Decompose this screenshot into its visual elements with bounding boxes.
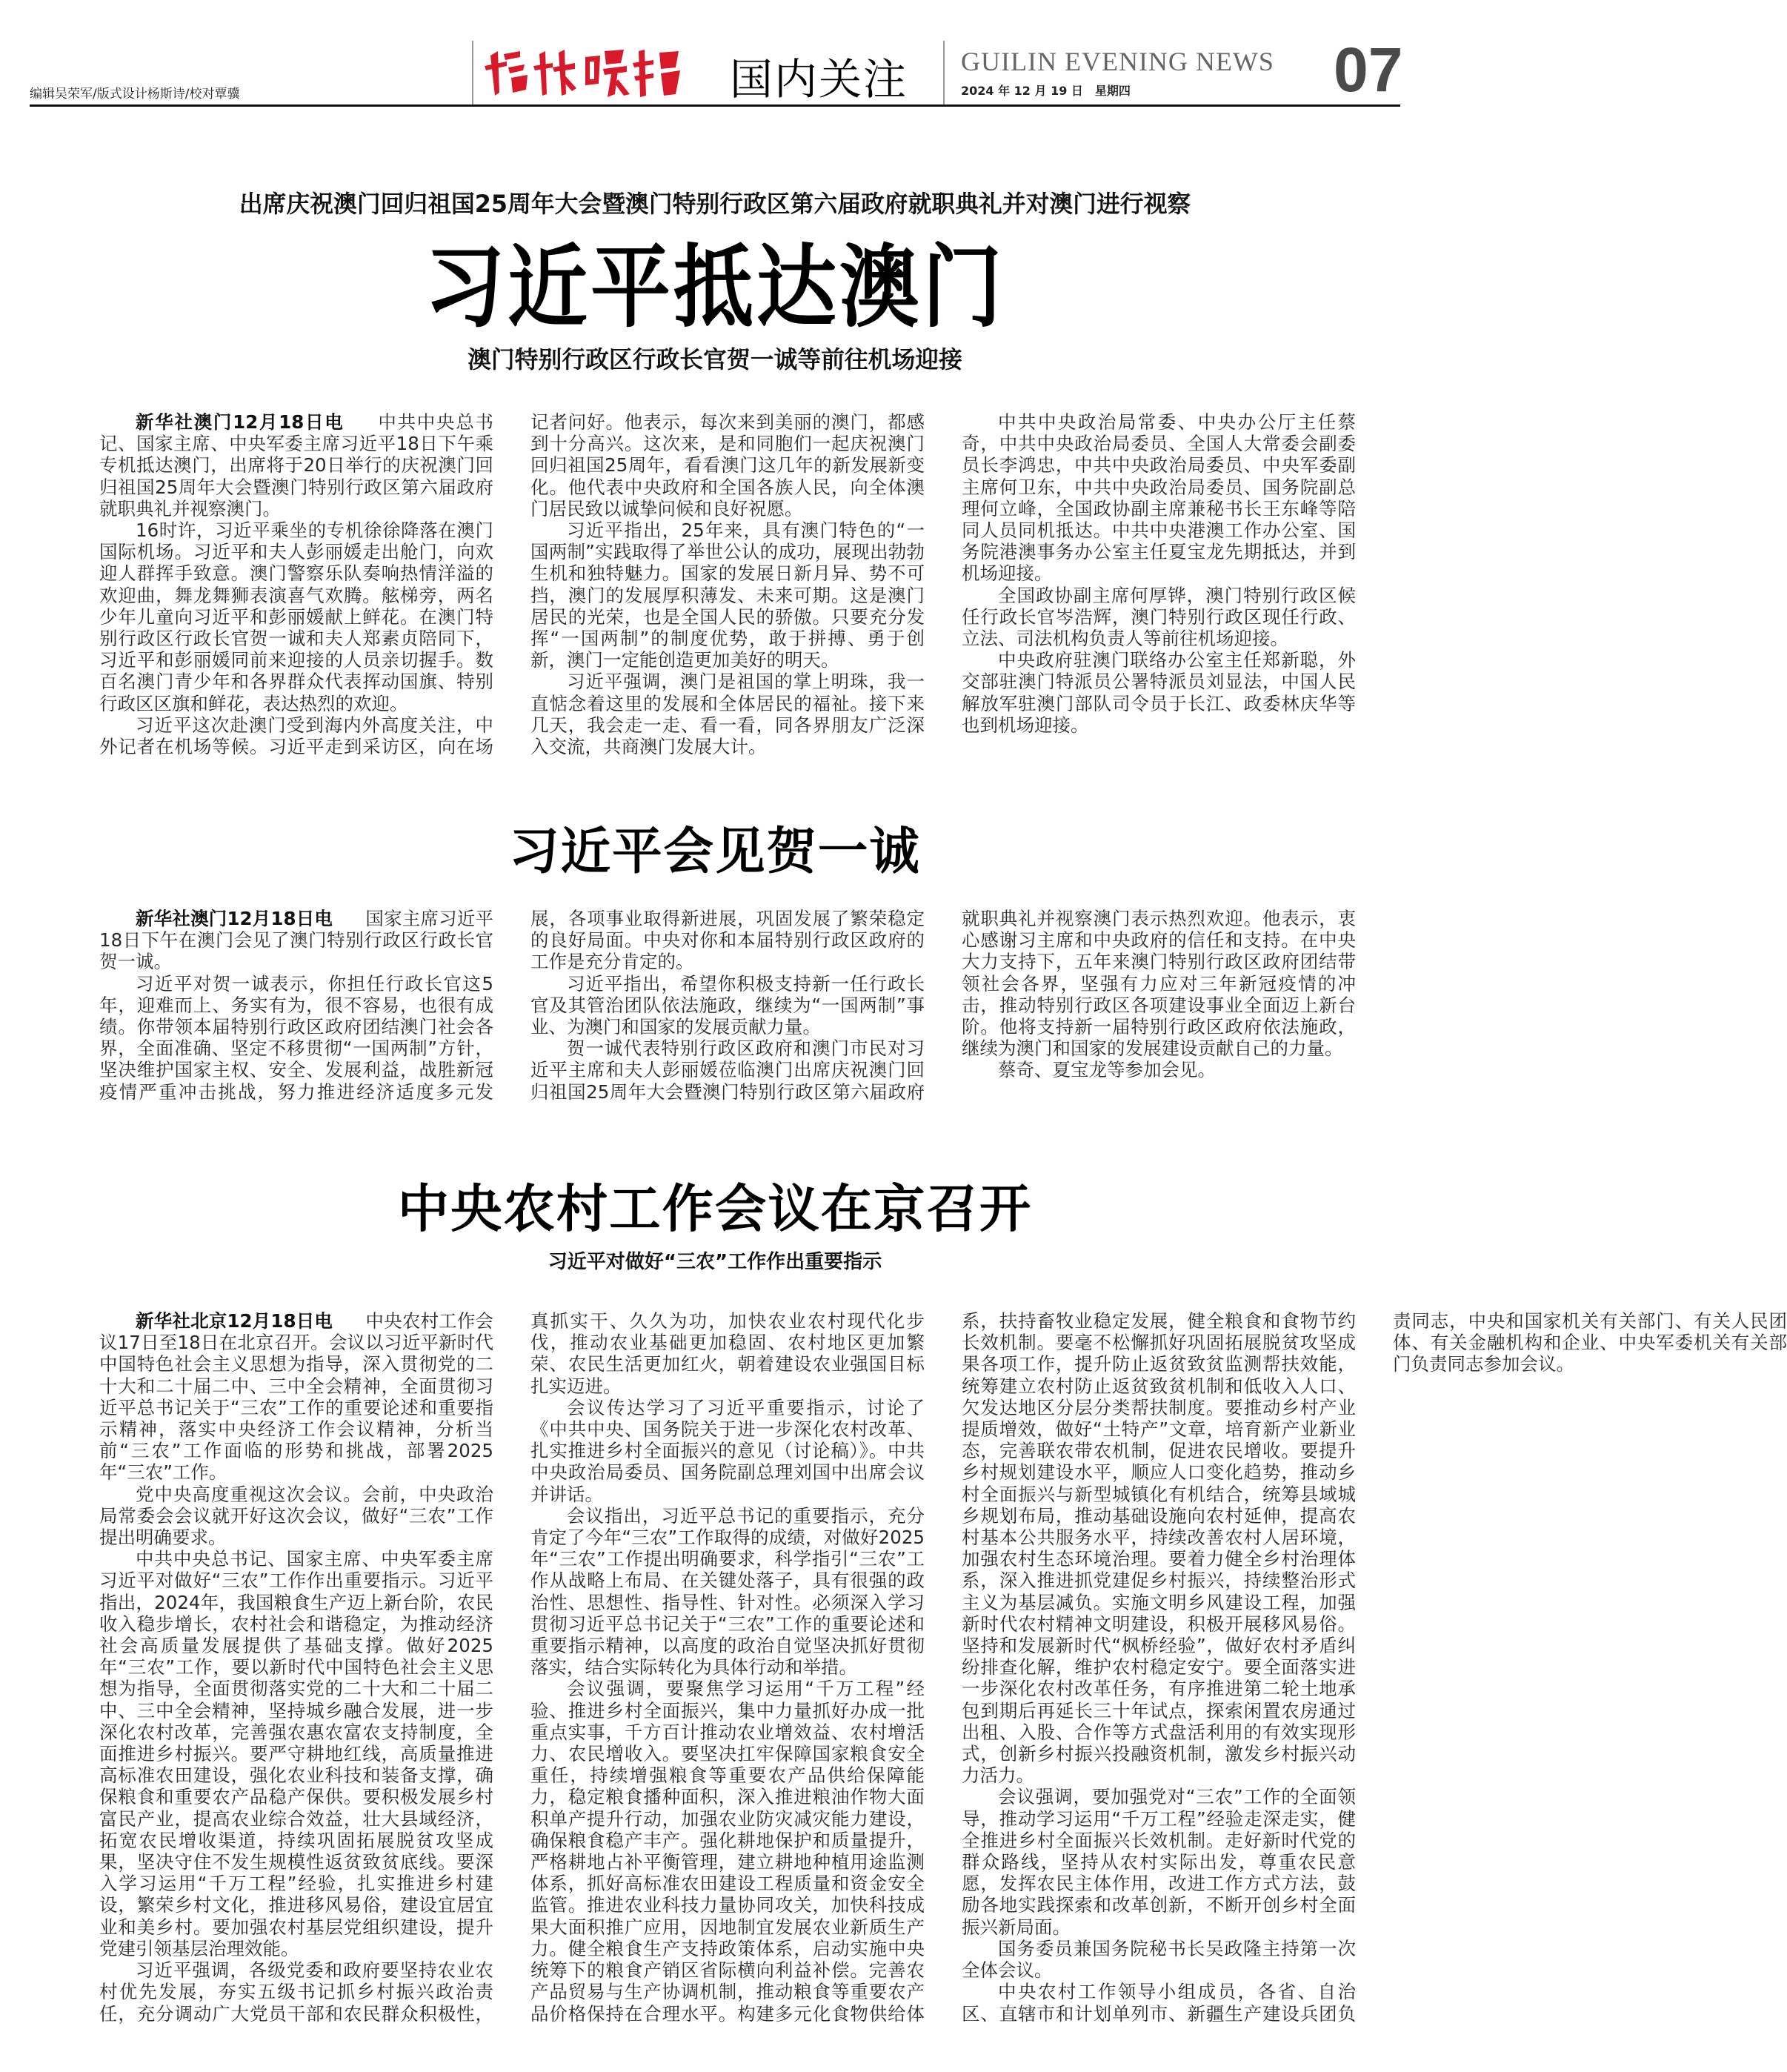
header-divider xyxy=(472,41,473,104)
paragraph: 会议强调，要聚焦学习运用“千万工程”经验、推进乡村全面振兴，集中力量抓好办成一批重点实事，千方百计推动农业增效益、农村增活力、农民增收入。要坚决扛牢保障国家粮食安全重任，持续增强粮食等重要农产品供给保障能力，稳定粮食播种面积，深入推进粮油作物大面积单产提升行动，加强农业防灾减灾能力建设，确保粮食稳产丰产。强化耕地保护和质量提升，严格耕地占补平衡管理，建立耕地种植用途监测体系，抓好高标准农田建设工程质量和资金安全监管。推进农业科技力量协同攻关，加快科技成果大面积推广应用，因地制宜发展农业新质生产力。健全粮食生产支持政策体系，启动实施中央统筹下的粮食产销区省际横向利益补偿。完善农产品贸易与生产协调机制，推动粮食等重要农产品价格保持在合理水平。构建多元化食物供给体系，扶持畜牧业稳定发展，健全粮食和食物节约长效机制。要毫不松懈抓好巩固拓展脱贫攻坚成果各项工作，提升防止返贫致贫监测帮扶效能，统筹建立农村防止返贫致贫机制和低收入人口、欠发达地区分层分类帮扶制度。要推动乡村产业提质增效，做好“土特产”文章，培育新产业新业态，完善联农带农机制，促进农民增收。要提升乡村规划建设水平，顺应人口变化趋势，推动乡村全面振兴与新型城镇化有机结合，统筹县域城乡规划布局，推动基础设施向农村延伸，提高农村基本公共服务水平，持续改善农村人居环境，加强农村生态环境治理。要着力健全乡村治理体系，深入推进抓党建促乡村振兴，持续整治形式主义为基层减负。实施文明乡风建设工程，加强新时代农村精神文明建设，积极开展移风易俗。坚持和发展新时代“枫桥经验”，做好农村矛盾纠纷排查化解，维护农村稳定安宁。要全面落实进一步深化农村改革任务，有序推进第二轮土地承包到期后再延长三十年试点，探索闲置农房通过出租、入股、合作等方式盘活利用的有效实现形式，创新乡村振兴投融资机制，激发乡村振兴动力活力。 xyxy=(530,1310,1356,2025)
paragraph: 中央农村工作领导小组成员，各省、自治区、直辖市和计划单列市、新疆生产建设兵团负责同志，中央和国家机关有关部门、有关人民团体、有关金融机构和企业、中央军委机关有关部门负责同志参加会议。 xyxy=(962,1310,1787,2025)
paragraph: 习近平指出，25年来，具有澳门特色的“一国两制”实践取得了举世公认的成功，展现出勃勃生机和独特魅力。国家的发展日新月异、势不可挡，澳门的发展厚积薄发、未来可期。这是澳门居民的光荣，也是全国人民的骄傲。只要充分发挥“一国两制”的制度优势，敢于拼搏、勇于创新，澳门一定能创造更加美好的明天。 xyxy=(530,519,925,671)
page-number: 07 xyxy=(1334,35,1403,104)
article3-dateline: 新华社北京12月18日电 xyxy=(136,1310,351,1332)
header-divider xyxy=(943,41,945,104)
article1-body xyxy=(99,411,1356,760)
logo-calligraphy-icon xyxy=(482,41,685,100)
paragraph: 中共中央政治局常委、中央办公厅主任蔡奇，中共中央政治局委员、全国人大常委会副委员长李鸿忠，中共中央政治局委员、中央军委副主席何卫东，中共中央政治局委员、国务院副总理何立峰，全国政协副主席兼秘书长王东峰等陪同人员同机抵达。中共中央港澳工作办公室、国务院港澳事务办公室主任夏宝龙先期抵达，并到机场迎接。 xyxy=(962,411,1356,585)
article3-subheadline: 习近平对做好“三农”工作作出重要指示 xyxy=(548,1251,882,1273)
article2-headline[interactable]: 习近平会见贺一诚 xyxy=(509,822,921,880)
article2-dateline: 新华社澳门12月18日电 xyxy=(136,908,351,929)
english-masthead: GUILIN EVENING NEWS xyxy=(961,47,1274,76)
issue-date: 2024 年 12 月 19 日 星期四 xyxy=(961,84,1131,98)
article1-headline[interactable]: 习近平抵达澳门 xyxy=(425,236,1005,340)
paragraph: 16时许，习近平乘坐的专机徐徐降落在澳门国际机场。习近平和夫人彭丽媛走出舱门，向欢迎人群挥手致意。澳门警察乐队奏响热情洋溢的欢迎曲，舞龙舞狮表演喜气欢腾。舷梯旁，两名少年儿童向习近平和彭丽媛献上鲜花。在澳门特别行政区行政长官贺一诚和夫人郑素贞陪同下，习近平和彭丽媛同前来迎接的人员亲切握手。数百名澳门青少年和各界群众代表挥动国旗、特别行政区区旗和鲜花，表达热烈的欢迎。 xyxy=(99,519,493,714)
paragraph: 习近平强调，各级党委和政府要坚持农业农村优先发展，夯实五级书记抓乡村振兴政治责任，充分调动广大党员干部和农民群众积极性，真抓实干、久久为功，加快农业农村现代化步伐，推动农业基础更加稳固、农村地区更加繁荣、农民生活更加红火，朝着建设农业强国目标扎实迈进。 xyxy=(99,1310,925,2025)
paragraph: 习近平指出，希望你积极支持新一任行政长官及其管治团队依法施政，继续为“一国两制”事业、为澳门和国家的发展贡献力量。 xyxy=(530,972,925,1038)
paragraph: 全国政协副主席何厚铧，澳门特别行政区候任行政长官岑浩辉，澳门特别行政区现任行政、立法、司法机构负责人等前往机场迎接。 xyxy=(962,584,1356,650)
paragraph: 中共中央总书记、国家主席、中央军委主席习近平对做好“三农”工作作出重要指示。习近平指出，2024年，我国粮食生产迈上新台阶，农民收入稳步增长，农村社会和谐稳定，为推动经济社会高质量发展提供了基础支撑。做好2025年“三农”工作，要以新时代中国特色社会主义思想为指导，全面贯彻落实党的二十大和二十届二中、三中全会精神，坚持城乡融合发展，进一步深化农村改革，完善强农惠农富农支持制度，全面推进乡村振兴。要严守耕地红线，高质量推进高标准农田建设，强化农业科技和装备支撑，确保粮食和重要农产品稳产保供。要积极发展乡村富民产业，提高农业综合效益，壮大县域经济，拓宽农民增收渠道，持续巩固拓展脱贫攻坚成果，坚决守住不发生规模性返贫致贫底线。要深入学习运用“千万工程”经验，扎实推进乡村建设，繁荣乡村文化，推进移风易俗，建设宜居宜业和美乡村。要加强农村基层党组织建设，提升党建引领基层治理效能。 xyxy=(99,1548,493,1959)
paragraph: 习近平强调，澳门是祖国的掌上明珠，我一直惦念着这里的发展和全体居民的福祉。接下来几天，我会走一走、看一看，同各界朋友广泛深入交流，共商澳门发展大计。 xyxy=(530,671,925,758)
article3-headline[interactable]: 中央农村工作会议在京召开 xyxy=(397,1180,1033,1239)
paragraph: 国家主席习近平18日下午在澳门会见了澳门特别行政区行政长官贺一诚。 xyxy=(99,908,494,973)
section-title: 国内关注 xyxy=(730,54,908,104)
editor-credits: 编辑吴荣军/版式设计杨斯诗/校对覃骥 xyxy=(30,87,240,102)
article3-body xyxy=(99,1310,1787,2025)
paragraph: 会议传达学习了习近平重要指示，讨论了《中共中央、国务院关于进一步深化农村改革、扎实推进乡村全面振兴的意见（讨论稿）》。中共中央政治局委员、国务院副总理刘国中出席会议并讲话。 xyxy=(530,1396,925,1505)
paragraph: 中央政府驻澳门联络办公室主任郑新聪，外交部驻澳门特派员公署特派员刘显法，中国人民解放军驻澳门部队司令员于长江、政委林庆华等也到机场迎接。 xyxy=(962,649,1356,736)
paragraph: 党中央高度重视这次会议。会前，中央政治局常委会会议就开好这次会议，做好“三农”工作提出明确要求。 xyxy=(99,1483,493,1549)
article1-dateline: 新华社澳门12月18日电 xyxy=(136,411,364,433)
paragraph: 蔡奇、夏宝龙等参加会见。 xyxy=(998,1059,1216,1081)
article1-subheadline: 澳门特别行政区行政长官贺一诚等前往机场迎接 xyxy=(467,346,962,373)
paragraph: 中央农村工作会议17日至18日在北京召开。会议以习近平新时代中国特色社会主义思想为指导，深入贯彻党的二十大和二十届二中、三中全会精神，全面贯彻习近平总书记关于“三农”工作的重要论述和重要指示精神，落实中央经济工作会议精神，分析当前“三农”工作面临的形势和挑战，部署2025年“三农”工作。 xyxy=(99,1310,494,1484)
paragraph: 国务委员兼国务院秘书长吴政隆主持第一次全体会议。 xyxy=(962,1937,1356,1982)
article2-body xyxy=(99,908,1356,1106)
paragraph: 贺一诚代表特别行政区政府和澳门市民对习近平主席和夫人彭丽媛莅临澳门出席庆祝澳门回归祖国25周年大会暨澳门特别行政区第六届政府就职典礼并视察澳门表示热烈欢迎。他表示，衷心感谢习主席和中央政府的信任和支持。在中央大力支持下，五年来澳门特别行政区政府团结带领社会各界，坚强有力应对三年新冠疫情的冲击，推动特别行政区各项建设事业全面迈上新台阶。他将支持新一届特别行政区政府依法施政，继续为澳门和国家的发展建设贡献自己的力量。 xyxy=(530,908,1356,1103)
article1-kicker: 出席庆祝澳门回归祖国25周年大会暨澳门特别行政区第六届政府就职典礼并对澳门进行视察 xyxy=(239,190,1191,218)
paragraph: 会议指出，习近平总书记的重要指示，充分肯定了今年“三农”工作取得的成绩，对做好2025年“三农”工作提出明确要求，科学指引“三农”工作从战略上布局、在关键处落子，具有很强的政治性、思想性、指导性、针对性。必须深入学习贯彻习近平总书记关于“三农”工作的重要论述和重要指示精神，以高度的政治自觉坚决抓好贯彻落实，结合实际转化为具体行动和举措。 xyxy=(530,1504,925,1678)
header-rule xyxy=(30,104,1400,107)
paragraph: 会议强调，要加强党对“三农”工作的全面领导，推动学习运用“千万工程”经验走深走实，健全推进乡村全面振兴长效机制。走好新时代党的群众路线，坚持从农村实际出发，尊重农民意愿，发挥农民主体作用，改进工作方式方法，鼓励各地实践探索和改革创新，不断开创乡村全面振兴新局面。 xyxy=(962,1786,1356,1938)
paragraph: 习近平这次赴澳门受到海内外高度关注，中外记者在机场等候。习近平走到采访区，向在场记者问好。他表示，每次来到美丽的澳门，都感到十分高兴。这次来，是和同胞们一起庆祝澳门回归祖国25周年，看看澳门这几年的新发展新变化。他代表中央政府和全国各族人民，向全体澳门居民致以诚挚问候和良好祝愿。 xyxy=(99,411,925,758)
paragraph: 中共中央总书记、国家主席、中央军委主席习近平18日下午乘专机抵达澳门，出席将于20日举行的庆祝澳门回归祖国25周年大会暨澳门特别行政区第六届政府就职典礼并视察澳门。 xyxy=(99,411,494,519)
paragraph: 习近平对贺一诚表示，你担任行政长官这5年，迎难而上、务实有为，很不容易，也很有成绩。你带领本届特别行政区政府团结澳门社会各界，全面准确、坚定不移贯彻“一国两制”方针，坚决维护国家主权、安全、发展利益，战胜新冠疫情严重冲击挑战，努力推进经济适度多元发展，各项事业取得新进展，巩固发展了繁荣稳定的良好局面。中央对你和本届特别行政区政府的工作是充分肯定的。 xyxy=(99,908,925,1103)
newspaper-logo xyxy=(482,41,685,100)
